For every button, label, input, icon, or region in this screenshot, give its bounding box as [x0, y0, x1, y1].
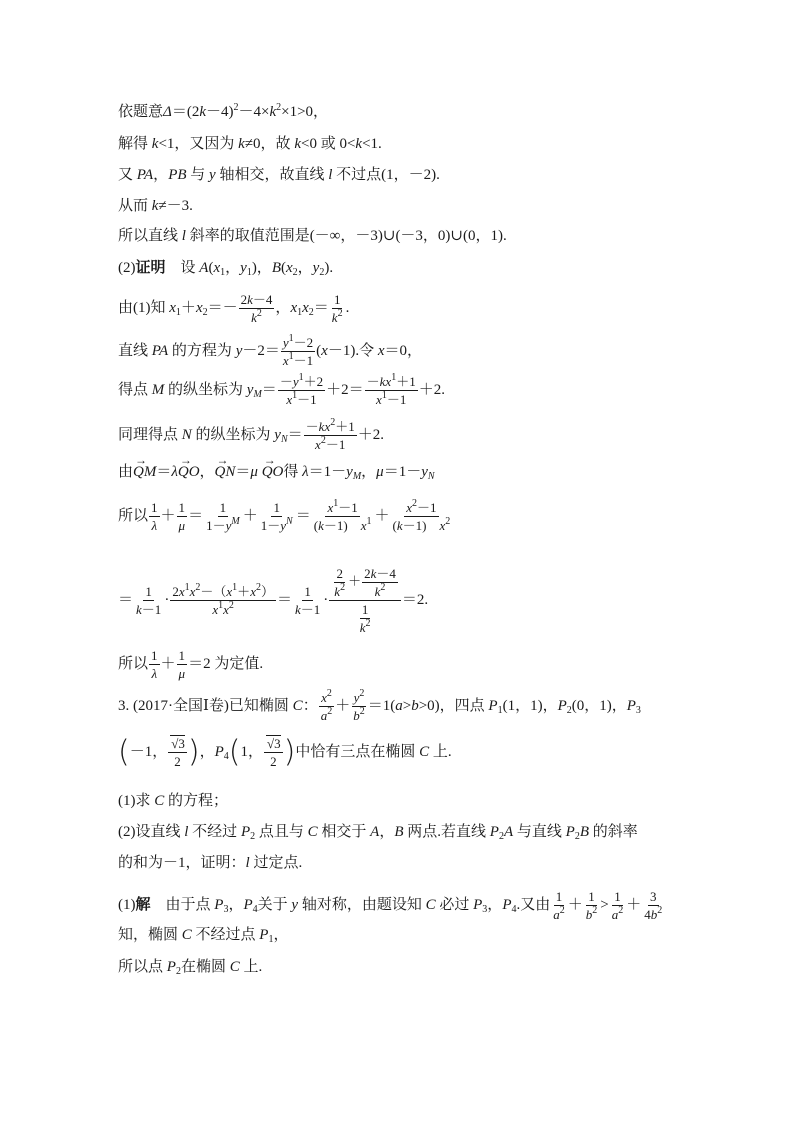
text-line-6: (2)证明 设 $A(x_1$，$y_1$)，$B(x_2$，$y_2$). — [118, 260, 334, 278]
text-line-10: 同理得点 N 的纵坐标为 $y_N=$ $\frac{-kx^2+1}{x^2-1}$ ＋2. — [118, 417, 384, 452]
text-line-17: (1)求 C 的方程； — [118, 793, 229, 809]
text-line-18: (2)设直线 l 不经过 $P_2$ 点且与 C 相交于 A，B 两点.若直线 $P_2A$ 与直线 $P_2B$ 的斜率 — [118, 824, 638, 842]
text-line-19: 的和为－1，证明：l 过定点. — [118, 855, 303, 871]
text-line-8: 直线 PA 的方程为 y－2＝ $\frac{y^1-2}{x^1-1}$ (x－1).令 x＝0， — [118, 333, 423, 368]
text-line-4: 从而 k≠－3. — [118, 198, 193, 214]
text-line-22: 所以点 $P_2$在椭圆 C 上. — [118, 959, 263, 977]
text-line-12: 所以 $\frac{1}{\lambda}$ ＋ $\frac{1}{\mu}$ ＝ $\frac{1}{1-y^M}$ ＋ $\frac{1}{1-y^N}$ ＝ $\frac{x^1-1}{(k-1) x^1}$ ＋ $\frac{x^2-1}{(k-1) x^2}$ — [118, 498, 451, 533]
text-line-7: 由(1)知 $x_1+x_2=-$ $\frac{2k-4}{k^2}$ ，$x_1x_2=$ $\frac{1}{k^2}$ . — [118, 292, 350, 325]
text-line-9: 得点 M 的纵坐标为 $y_M=$ $\frac{-y^1+2}{x^1-1}$ ＋2＝ $\frac{-kx^1+1}{x^1-1}$ ＋2. — [118, 372, 445, 407]
text-line-21: 知，椭圆 C 不经过点 $P_1$， — [118, 927, 289, 945]
text-line-11: 由→ QM＝λ→ QO，→ QN＝μ → QO得 $\lambda=1-y_M$，$\mu=1-y_N$ — [118, 463, 435, 481]
text-line-3: 又 PA，PB 与 y 轴相交，故直线 l 不过点(1，－2). — [118, 167, 440, 183]
text-line-1: 依题意$\Delta=(2k-4)^2-4\times k^2\times 1>0$， — [118, 102, 329, 120]
text-line-15: 3. (2017·全国Ⅰ卷)已知椭圆 C： $\frac{x^2}{a^2}$ ＋ $\frac{y^2}{b^2}$ ＝1(a>b>0)，四点 $P_1(1$，1)，$P_2(0$，1)，$P_3$ — [118, 688, 641, 723]
text-line-13: ＝ $\frac{1}{k-1}$ · $\frac{2x^1x^2-(x^1+x^2)}{x^1x^2}$ ＝ $\frac{1}{k-1}$ · $\frac{2}{k^2}$ ＋ $\frac{2k-4}{k^2}$ $\frac{1}{k^2}$ ＝2. — [118, 566, 429, 635]
text-line-20: (1)解 由于点 $P_3$，$P_4$关于 y 轴对称，由题设知 C 必过 $P_3$，$P_4$.又由 $\frac{1}{a^2}$ ＋ $\frac{1}{b^2}$ > $\frac{1}{a^2}$ ＋ $\frac{3}{4b^2}$ — [118, 889, 663, 922]
text-line-5: 所以直线 l 斜率的取值范围是(－∞，－3)∪(－3，0)∪(0，1). — [118, 228, 507, 244]
text-line-16: (－1， $\frac{√3}{2}$ )，$P_4(1$， $\frac{√3}{2}$ )中恰有三点在椭圆 C 上. — [118, 734, 452, 770]
text-line-2: 解得 k<1，又因为 k≠0，故 k<0 或 0<k<1. — [118, 136, 382, 152]
text-line-14: 所以 $\frac{1}{\lambda}$ ＋ $\frac{1}{\mu}$ ＝2 为定值. — [118, 648, 264, 681]
